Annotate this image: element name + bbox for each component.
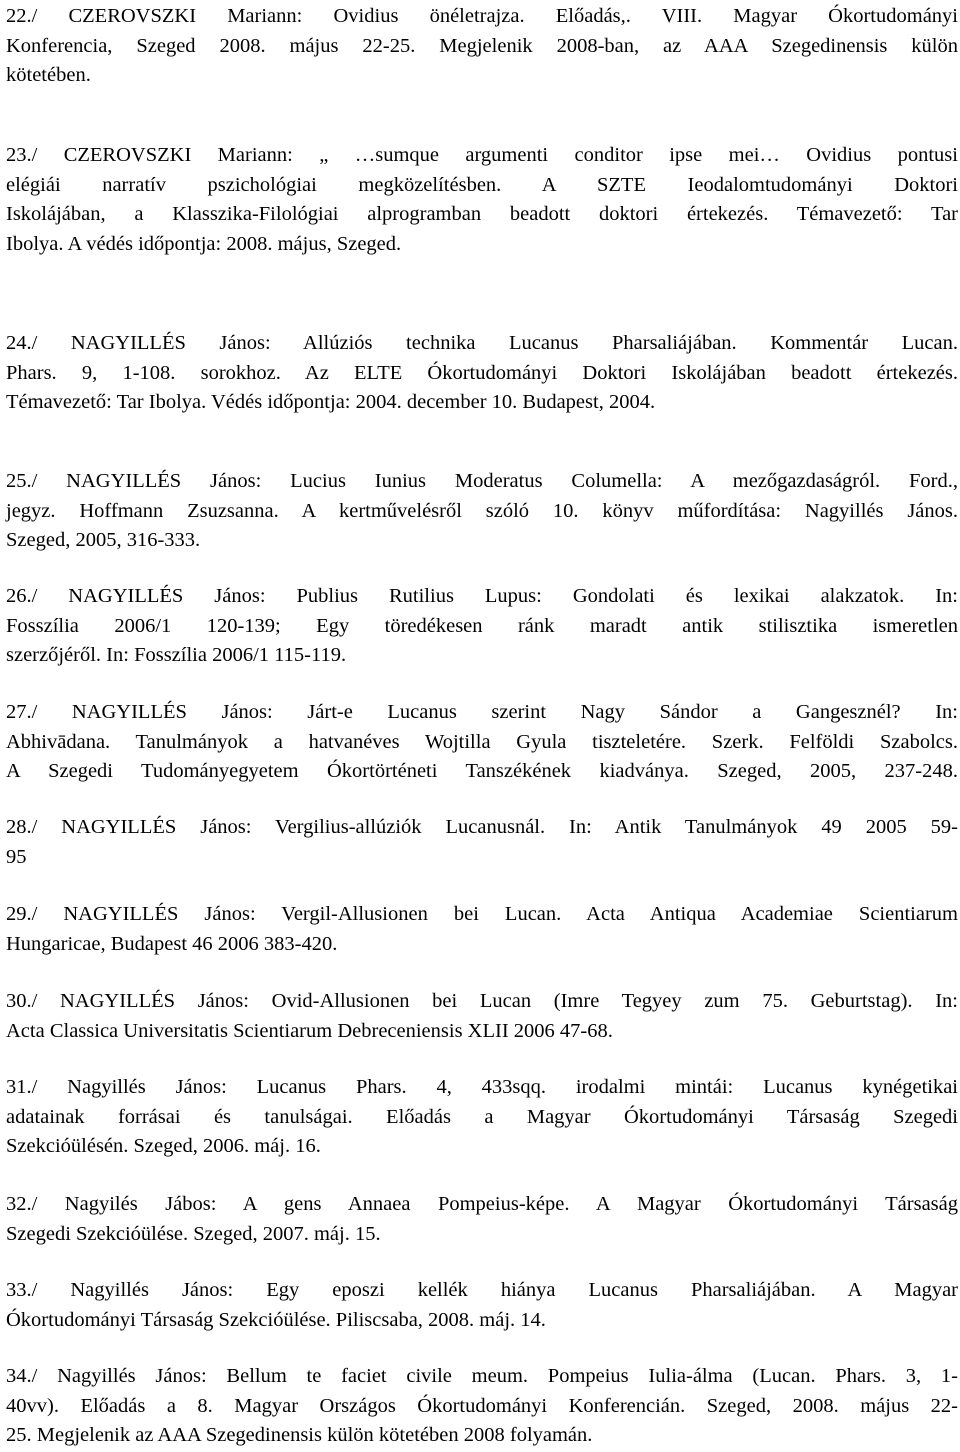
entry-line: Fosszília 2006/1 120-139; Egy töredékesen ránk maradt antik stilisztika ismeretlen bbox=[6, 614, 958, 637]
entry-line: Szeged, 2005, 316-333. bbox=[6, 529, 201, 552]
entry-line: elégiái narratív pszichológiai megközelítésben. A SZTE Ieodalomtudományi Doktori bbox=[6, 173, 958, 196]
entry-line: Szekcióülésén. Szeged, 2006. máj. 16. bbox=[6, 1135, 321, 1158]
entry-line: Konferencia, Szeged 2008. május 22-25. Megjelenik 2008-ban, az AAA Szegedinensis külön bbox=[6, 34, 958, 57]
bibliography-entry-23 bbox=[6, 141, 958, 259]
entry-line: 30./ NAGYILLÉS János: Ovid-Allusionen bei Lucan (Imre Tegyey zum 75. Geburtstag). In: bbox=[6, 990, 958, 1012]
entry-line: 31./ Nagyillés János: Lucanus Phars. 4, 433sqq. irodalmi mintái: Lucanus kynégetikai bbox=[6, 1076, 958, 1098]
entry-line: Témavezető: Tar Ibolya. Védés időpontja: 2004. december 10. Budapest, 2004. bbox=[6, 391, 656, 414]
entry-line: 40vv). Előadás a 8. Magyar Országos Ókortudományi Konferencián. Szeged, 2008. május 22- bbox=[6, 1394, 958, 1417]
entry-line: Ókortudományi Társaság Szekcióülése. Piliscsaba, 2008. máj. 14. bbox=[6, 1308, 546, 1331]
bibliography-entry-28 bbox=[6, 813, 958, 872]
bibliography-entry-26 bbox=[6, 582, 958, 671]
entry-line: Szegedi Szekcióülése. Szeged, 2007. máj. 15. bbox=[6, 1222, 381, 1245]
entry-line: jegyz. Hoffmann Zsuzsanna. A kertművelésről szóló 10. könyv műfordítása: Nagyillés János. bbox=[6, 499, 958, 522]
entry-line: Abhivādana. Tanulmányok a hatvanéves Wojtilla Gyula tiszteletére. Szerk. Felföldi Szabolcs. bbox=[6, 730, 958, 753]
entry-line: 23./ CZEROVSZKI Mariann: „ …sumque argumenti conditor ipse mei… Ovidius pontusi bbox=[6, 144, 958, 166]
bibliography-entry-27 bbox=[6, 698, 958, 787]
bibliography-entry-33 bbox=[6, 1276, 958, 1335]
bibliography-entry-32 bbox=[6, 1190, 958, 1249]
entry-line: Ibolya. A védés időpontja: 2008. május, Szeged. bbox=[6, 232, 402, 255]
entry-line: 28./ NAGYILLÉS János: Vergilius-allúziók Lucanusnál. In: Antik Tanulmányok 49 2005 59- bbox=[6, 816, 958, 838]
entry-line: adatainak forrásai és tanulságai. Előadás a Magyar Ókortudományi Társaság Szegedi bbox=[6, 1105, 958, 1128]
entry-line: Iskolájában, a Klasszika-Filológiai alprogramban beadott doktori értekezés. Témavezető: Tar bbox=[6, 203, 958, 226]
entry-line: szerzőjéről. In: Fosszília 2006/1 115-119. bbox=[6, 644, 347, 667]
entry-line: 25./ NAGYILLÉS János: Lucius Iunius Moderatus Columella: A mezőgazdaságról. Ford., bbox=[6, 470, 958, 492]
entry-line: kötetében. bbox=[6, 64, 91, 87]
entry-line: 25. Megjelenik az AAA Szegedinensis külön kötetében 2008 folyamán. bbox=[6, 1424, 593, 1447]
bibliography-entry-31 bbox=[6, 1073, 958, 1162]
entry-line: 27./ NAGYILLÉS János: Járt-e Lucanus szerint Nagy Sándor a Gangesznél? In: bbox=[6, 701, 958, 723]
bibliography-entry-29 bbox=[6, 900, 958, 959]
entry-line: A Szegedi Tudományegyetem Ókortörténeti Tanszékének kiadványa. Szeged, 2005, 237-248. bbox=[6, 760, 958, 783]
bibliography-entry-25 bbox=[6, 467, 958, 556]
bibliography-entry-30 bbox=[6, 987, 958, 1046]
entry-line: 22./ CZEROVSZKI Mariann: Ovidius önéletrajza. Előadás,. VIII. Magyar Ókortudományi bbox=[6, 5, 958, 27]
entry-line: 34./ Nagyillés János: Bellum te faciet civile meum. Pompeius Iulia-álma (Lucan. Phars. 3, 1- bbox=[6, 1365, 958, 1387]
bibliography-entry-22 bbox=[6, 2, 958, 91]
entry-line: 29./ NAGYILLÉS János: Vergil-Allusionen bei Lucan. Acta Antiqua Academiae Scientiarum bbox=[6, 903, 958, 925]
entry-line: 32./ Nagyilés Jábos: A gens Annaea Pompeius-képe. A Magyar Ókortudományi Társaság bbox=[6, 1193, 958, 1215]
entry-line: 95 bbox=[6, 845, 27, 868]
entry-line: Phars. 9, 1-108. sorokhoz. Az ELTE Ókortudományi Doktori Iskolájában beadott értekezés. bbox=[6, 361, 958, 384]
entry-line: Hungaricae, Budapest 46 2006 383-420. bbox=[6, 932, 338, 955]
entry-line: Acta Classica Universitatis Scientiarum Debreceniensis XLII 2006 47-68. bbox=[6, 1019, 613, 1042]
bibliography-entry-24 bbox=[6, 329, 958, 418]
entry-line: 33./ Nagyillés János: Egy eposzi kellék hiánya Lucanus Pharsaliájában. A Magyar bbox=[6, 1279, 958, 1301]
entry-line: 24./ NAGYILLÉS János: Allúziós technika Lucanus Pharsaliájában. Kommentár Lucan. bbox=[6, 332, 958, 354]
bibliography-entry-34 bbox=[6, 1362, 958, 1451]
entry-line: 26./ NAGYILLÉS János: Publius Rutilius Lupus: Gondolati és lexikai alakzatok. In: bbox=[6, 585, 958, 607]
